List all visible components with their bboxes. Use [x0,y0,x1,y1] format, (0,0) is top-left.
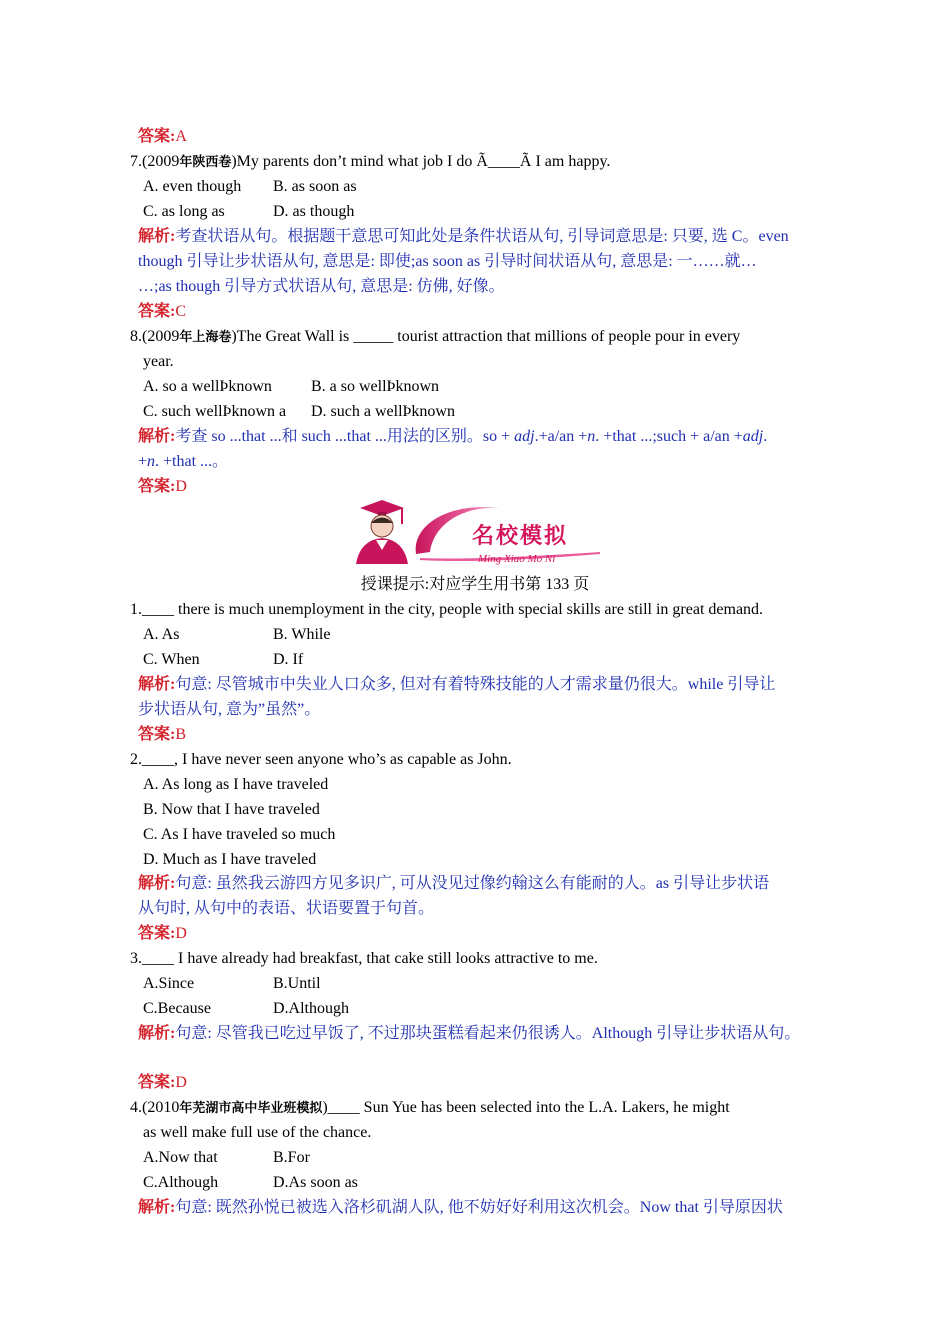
m1-option-d: D. If [273,651,304,668]
banner-pinyin: Ming Xiao Mo Ni [478,553,556,565]
m4-option-d: D.As soon as [273,1174,358,1191]
m4-option-a: A.Now that [143,1149,218,1166]
m2-option-a: A. As long as I have traveled [143,776,329,793]
m1-analysis: 解析:句意: 尽管城市中失业人口众多, 但对有着特殊技能的人才需求量仍很大。while 引导让 [138,676,776,693]
q7-answer: 答案:C [138,303,187,320]
banner-title: 名校模拟 [472,524,569,549]
m1-option-c: C. When [143,651,200,668]
m3-option-b: B.Until [273,975,321,992]
m2-analysis-line-2: 从句时, 从句中的表语、状语要置于句首。 [138,900,435,917]
m2-answer: 答案:D [138,925,187,942]
q8-option-b: B. a so wellÞknown [311,378,439,395]
m1-answer: 答案:B [138,726,187,743]
question-8-line-2: year. [143,353,174,370]
q7-option-a: A. even though [143,178,242,195]
question-m4: 4.(2010年芜湖市高中毕业班模拟)____ Sun Yue has been selected into the L.A. Lakers, he might [130,1099,730,1116]
m3-option-d: D.Although [273,1000,349,1017]
question-7: 7.(2009年陕西卷)My parents don’t mind what job I do Ã____Ã I am happy. [130,153,611,170]
m3-option-a: A.Since [143,975,195,992]
m4-analysis: 解析:句意: 既然孙悦已被选入洛杉矶湖人队, 他不妨好好利用这次机会。Now that 引导原因状 [138,1199,783,1216]
m2-analysis: 解析:句意: 虽然我云游四方见多识广, 可从没见过像约翰这么有能耐的人。as 引导让步状语 [138,875,770,892]
q8-option-d: D. such a wellÞknown [311,403,455,420]
q7-analysis-line-3: …;as though 引导方式状语从句, 意思是: 仿佛, 好像。 [138,278,505,295]
m1-option-b: B. While [273,626,331,643]
q7-analysis: 解析:考查状语从句。根据题干意思可知此处是条件状语从句, 引导词意思是: 只要, 选 C。even [138,228,789,245]
q7-option-d: D. as though [273,203,355,220]
m3-analysis: 解析:句意: 尽管我已吃过早饭了, 不过那块蛋糕看起来仍很诱人。Although 引导让步状语从句。 [138,1025,801,1042]
q7-option-c: C. as long as [143,203,225,220]
m2-option-d: D. Much as I have traveled [143,851,317,868]
q7-analysis-line-2: though 引导让步状语从句, 意思是: 即使;as soon as 引导时间状语从句, 意思是: 一……就… [138,253,757,270]
m2-option-c: C. As I have traveled so much [143,826,336,843]
question-m4-line-2: as well make full use of the chance. [143,1124,372,1141]
question-8: 8.(2009年上海卷)The Great Wall is _____ tourist attraction that millions of people pour in every [130,328,741,345]
question-m3: 3.____ I have already had breakfast, that cake still looks attractive to me. [130,950,598,967]
q8-option-a: A. so a wellÞknown [143,378,272,395]
answer-line: 答案:A [138,128,187,145]
question-m1: 1.____ there is much unemployment in the city, people with special skills are still in great demand. [130,601,764,618]
page-reference-caption: 授课提示:对应学生用书第 133 页 [360,576,590,593]
q8-answer: 答案:D [138,478,187,495]
graduate-icon [356,500,408,564]
q7-option-b: B. as soon as [273,178,357,195]
m4-option-b: B.For [273,1149,310,1166]
question-m2: 2.____, I have never seen anyone who’s as capable as John. [130,751,512,768]
q8-analysis-line-2: +n. +that ...。 [138,453,229,470]
m4-option-c: C.Although [143,1174,219,1191]
m1-option-a: A. As [143,626,180,643]
m3-option-c: C.Because [143,1000,211,1017]
q8-option-c: C. such wellÞknown a [143,403,287,420]
q8-analysis: 解析:考查 so ...that ...和 such ...that ...用法的区别。so + adj.+a/an +n. +that ...;such + a/an +adj. [138,428,768,445]
m1-analysis-line-2: 步状语从句, 意为”虽然”。 [138,701,321,718]
m2-option-b: B. Now that I have traveled [143,801,320,818]
section-banner [350,496,602,568]
m3-answer: 答案:D [138,1074,187,1091]
